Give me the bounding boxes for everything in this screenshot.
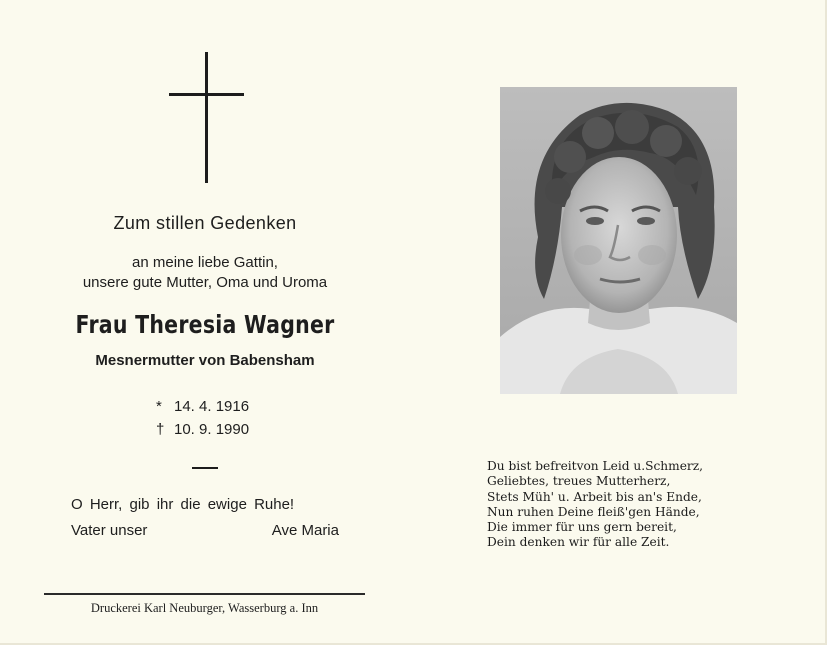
memorial-heading: Zum stillen Gedenken [113, 213, 297, 233]
poem-line: Nun ruhen Deine fleiß'gen Hände, [487, 504, 700, 519]
poem-line: Geliebtes, treues Mutterherz, [487, 474, 671, 489]
poem-line: Du bist befreitvon Leid u.Schmerz, [487, 459, 704, 473]
cross-icon [205, 52, 208, 183]
prayer-vater-unser: Vater unser [71, 522, 148, 539]
prayer-ave-maria: Ave Maria [271, 522, 339, 539]
cross-icon-bar [169, 93, 244, 96]
memorial-poem [487, 459, 703, 551]
poem-line: Dein denken wir für alle Zeit. [487, 535, 670, 550]
birth-date-value: 14. 4. 1916 [174, 398, 250, 415]
deceased-name: Frau Theresia Wagner [75, 310, 335, 339]
dedication-line: an meine liebe Gattin, [132, 254, 278, 271]
portrait-photo [500, 87, 737, 394]
dedication-line: unsere gute Mutter, Oma und Uroma [82, 274, 328, 291]
portrait-image [500, 87, 737, 394]
poem-line: Die immer für uns gern bereit, [487, 520, 677, 535]
birth-star-icon: * [156, 398, 162, 415]
death-cross-icon: † [156, 421, 165, 438]
death-date-value: 10. 9. 1990 [174, 421, 250, 438]
prayer-line: O Herr, gib ihr die ewige Ruhe! [71, 496, 295, 513]
divider [192, 467, 218, 469]
printer-credit: Druckerei Karl Neuburger, Wasserburg a. Inn [90, 601, 319, 615]
birth-date [156, 398, 249, 415]
deceased-title: Mesnermutter von Babensham [95, 352, 315, 369]
prayer-row [71, 522, 339, 539]
poem-line: Stets Müh' u. Arbeit bis an's Ende, [487, 489, 702, 504]
footer-rule [44, 593, 365, 595]
death-date [156, 421, 249, 438]
